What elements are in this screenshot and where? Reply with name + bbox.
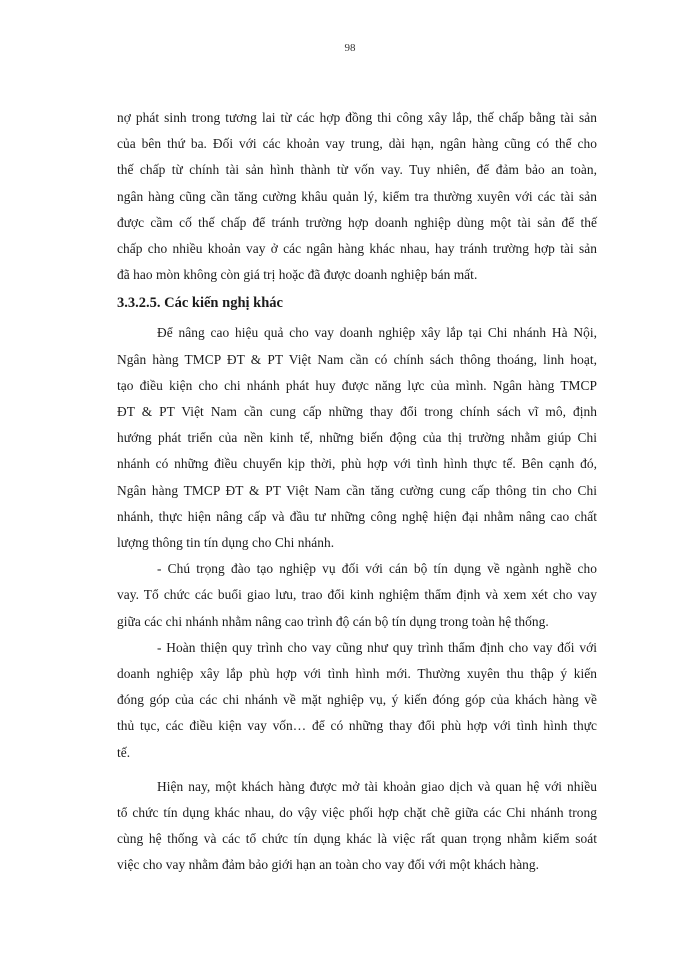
text-line: của bên thứ ba. Đối với các khoản vay trung, dài hạn, ngân hàng cũng có thể cho (117, 136, 597, 152)
text-line: hướng phát triển của nền kinh tế, những biến động của thị trường nhằm giúp Chi (117, 430, 597, 446)
text-line: ngân hàng cũng cần tăng cường khâu quản lý, kiểm tra thường xuyên với các tài sản (117, 188, 597, 204)
text-line: thủ tục, các điều kiện vay vốn… để có những thay đổi phù hợp với tình hình thực (117, 718, 597, 734)
text-line: giữa các chi nhánh nhằm nâng cao trình độ cán bộ tín dụng trong toàn hệ thống. (117, 613, 549, 629)
text-line: Hiện nay, một khách hàng được mở tài khoản giao dịch và quan hệ với nhiều (157, 778, 597, 794)
text-line: đóng góp của các chi nhánh về mặt nghiệp vụ, ý kiến đóng góp của khách hàng về (117, 692, 597, 708)
text-line: doanh nghiệp xây lắp phù hợp với tình hình mới. Thường xuyên thu thập ý kiến (117, 666, 597, 682)
paragraph-coordination (117, 774, 597, 879)
text-line: việc cho vay nhằm đảm bảo giới hạn an toàn cho vay đối với một khách hàng. (117, 857, 540, 873)
document-body (117, 105, 597, 879)
text-line: - Chú trọng đào tạo nghiệp vụ đối với cán bộ tín dụng về ngành nghề cho (157, 561, 597, 577)
text-line: được cầm cố thế chấp để tránh trường hợp doanh nghiệp dùng một tài sản để thế (117, 214, 597, 230)
bullet-process (117, 635, 597, 766)
text-line: Để nâng cao hiệu quả cho vay doanh nghiệp xây lắp tại Chi nhánh Hà Nội, (157, 325, 597, 341)
text-line: tổ chức tín dụng khác nhau, do vậy việc phối hợp chặt chẽ giữa các Chi nhánh trong (117, 805, 597, 821)
bullet-training (117, 556, 597, 635)
text-line: cùng hệ thống và các tổ chức tín dụng khác là việc rất quan trọng nhằm kiểm soát (117, 831, 597, 847)
text-line: đã hao mòn không còn giá trị hoặc đã được doanh nghiệp bán mất. (117, 267, 478, 283)
section-heading: 3.3.2.5. Các kiến nghị khác (117, 295, 283, 312)
text-line: tế. (117, 744, 131, 760)
text-line: nợ phát sinh trong tương lai từ các hợp đồng thi công xây lắp, thế chấp bằng tài sản (117, 110, 597, 125)
text-line: nhánh có những điều chuyển kịp thời, phù hợp với tình hình thực tế. Bên cạnh đó, (117, 456, 597, 472)
text-line: tạo điều kiện cho chi nhánh phát huy được năng lực của mình. Ngân hàng TMCP (117, 377, 597, 393)
text-line: Ngân hàng TMCP ĐT & PT Việt Nam cần có chính sách thông thoáng, linh hoạt, (117, 351, 597, 367)
intro-paragraph (117, 105, 597, 288)
text-line: ĐT & PT Việt Nam cần cung cấp những thay đổi trong chính sách vĩ mô, định (117, 404, 597, 420)
text-line: lượng thông tin tín dụng cho Chi nhánh. (117, 535, 335, 551)
text-line: nhánh, thực hiện nâng cấp và đầu tư những công nghệ hiện đại nhằm nâng cao chất (117, 508, 597, 524)
text-line: - Hoàn thiện quy trình cho vay cũng như quy trình thẩm định cho vay đối với (157, 639, 597, 655)
text-line: vay. Tổ chức các buổi giao lưu, trao đổi kinh nghiệm thẩm định và xem xét cho vay (117, 587, 597, 603)
text-line: thế chấp từ chính tài sản hình thành từ vốn vay. Tuy nhiên, để đảm bảo an toàn, (117, 162, 597, 178)
page-number: 98 (344, 42, 356, 54)
text-line: Ngân hàng TMCP ĐT & PT Việt Nam cần tăng cường cung cấp thông tin cho Chi (117, 482, 597, 498)
text-line: chấp cho nhiều khoản vay ở các ngân hàng khác nhau, hay tránh trường hợp tài sản (117, 241, 597, 257)
paragraph-recommendations (117, 320, 597, 556)
